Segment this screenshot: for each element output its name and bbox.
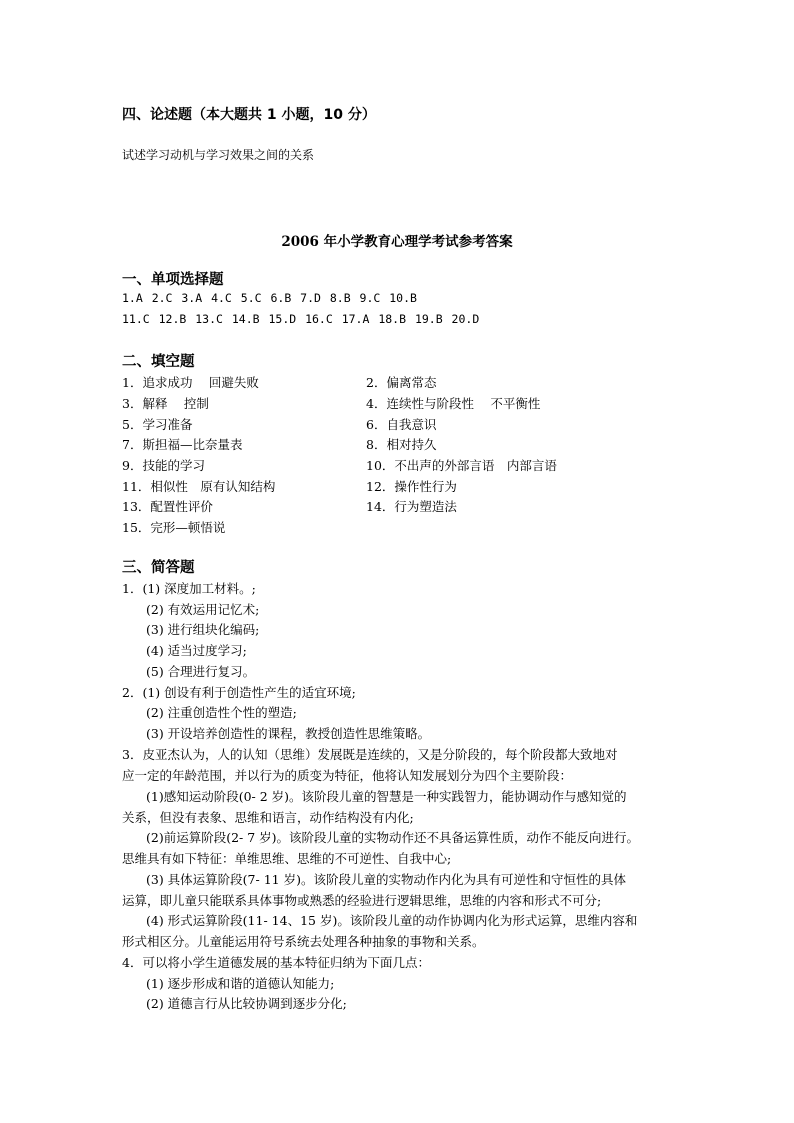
answer-line: 2．(1) 创设有利于创造性产生的适宜环境; <box>122 685 356 700</box>
answer-line: (1)感知运动阶段(0- 2 岁)。该阶段儿童的智慧是一种实践智力，能协调动作与感知觉的 <box>146 789 627 804</box>
fill-answer: 1．追求成功 回避失败 <box>122 375 259 390</box>
fill-answer: 2．偏离常态 <box>366 375 437 390</box>
answer-line: 1．(1) 深度加工材料。; <box>122 581 256 596</box>
answer-line: (2) 道德言行从比较协调到逐步分化; <box>146 996 347 1011</box>
answers-title: 2006 年小学教育心理学考试参考答案 <box>281 234 513 250</box>
answer-line: 4．可以将小学生道德发展的基本特征归纳为下面几点： <box>122 955 430 970</box>
fill-answer: 8．相对持久 <box>366 437 437 452</box>
fill-answer: 3．解释 控制 <box>122 396 209 411</box>
answer-line: (1) 逐步形成和谐的道德认知能力; <box>146 976 335 991</box>
part4-heading: 四、论述题（本大题共 1 小题，10 分） <box>122 107 376 123</box>
essay-question: 试述学习动机与学习效果之间的关系 <box>122 148 315 162</box>
answer-line: (2)前运算阶段(2- 7 岁)。该阶段儿童的实物动作还不具备运算性质，动作不能反向进行。 <box>146 830 640 845</box>
fill-answer: 15．完形—顿悟说 <box>122 520 226 535</box>
fill-answer: 5．学习准备 <box>122 417 193 432</box>
answer-line: (2) 有效运用记忆术; <box>146 602 260 617</box>
answer-line: 关系，但没有表象、思维和语言，动作结构没有内化; <box>122 810 414 825</box>
fill-answer: 14．行为塑造法 <box>366 499 457 514</box>
answer-line: (3) 具体运算阶段(7- 11 岁)。该阶段儿童的实物动作内化为具有可逆性和守恒性的具体 <box>146 872 626 887</box>
fill-answer: 7．斯担福—比奈量表 <box>122 437 243 452</box>
mc-answers-row-1: 1.A 2.C 3.A 4.C 5.C 6.B 7.D 8.B 9.C 10.B <box>122 291 417 305</box>
fill-answer: 9．技能的学习 <box>122 458 205 473</box>
fill-answer: 10．不出声的外部言语 内部言语 <box>366 458 557 473</box>
answer-line: (5) 合理进行复习。 <box>146 664 256 679</box>
mc-answers-row-2: 11.C 12.B 13.C 14.B 15.D 16.C 17.A 18.B 19.B 20.D <box>122 312 480 326</box>
fill-answer: 6．自我意识 <box>366 417 437 432</box>
fill-answer: 4．连续性与阶段性 不平衡性 <box>366 396 541 411</box>
section2-heading: 二、填空题 <box>122 354 195 370</box>
answer-line: 3．皮亚杰认为，人的认知（思维）发展既是连续的，又是分阶段的，每个阶段都大致地对 <box>122 747 618 762</box>
answer-line: (4) 形式运算阶段(11- 14、15 岁)。该阶段儿童的动作协调内化为形式运算，思维内容和 <box>146 913 638 928</box>
answer-line: (2) 注重创造性个性的塑造; <box>146 705 297 720</box>
fill-answer: 11．相似性 原有认知结构 <box>122 479 276 494</box>
answer-line: 应一定的年龄范围，并以行为的质变为特征，他将认知发展划分为四个主要阶段： <box>122 768 573 783</box>
answer-line: 形式相区分。儿童能运用符号系统去处理各种抽象的事物和关系。 <box>122 934 485 949</box>
fill-answer: 12．操作性行为 <box>366 479 457 494</box>
answer-line: 思维具有如下特征：单维思维、思维的不可逆性、自我中心; <box>122 851 452 866</box>
fill-answer: 13．配置性评价 <box>122 499 213 514</box>
answer-line: (4) 适当过度学习; <box>146 643 247 658</box>
section3-heading: 三、简答题 <box>122 560 195 576</box>
answer-line: 运算，即儿童只能联系具体事物或熟悉的经验进行逻辑思维，思维的内容和形式不可分; <box>122 893 602 908</box>
section1-heading: 一、单项选择题 <box>122 272 224 288</box>
answer-line: (3) 进行组块化编码; <box>146 622 260 637</box>
answer-line: (3) 开设培养创造性的课程，教授创造性思维策略。 <box>146 726 431 741</box>
